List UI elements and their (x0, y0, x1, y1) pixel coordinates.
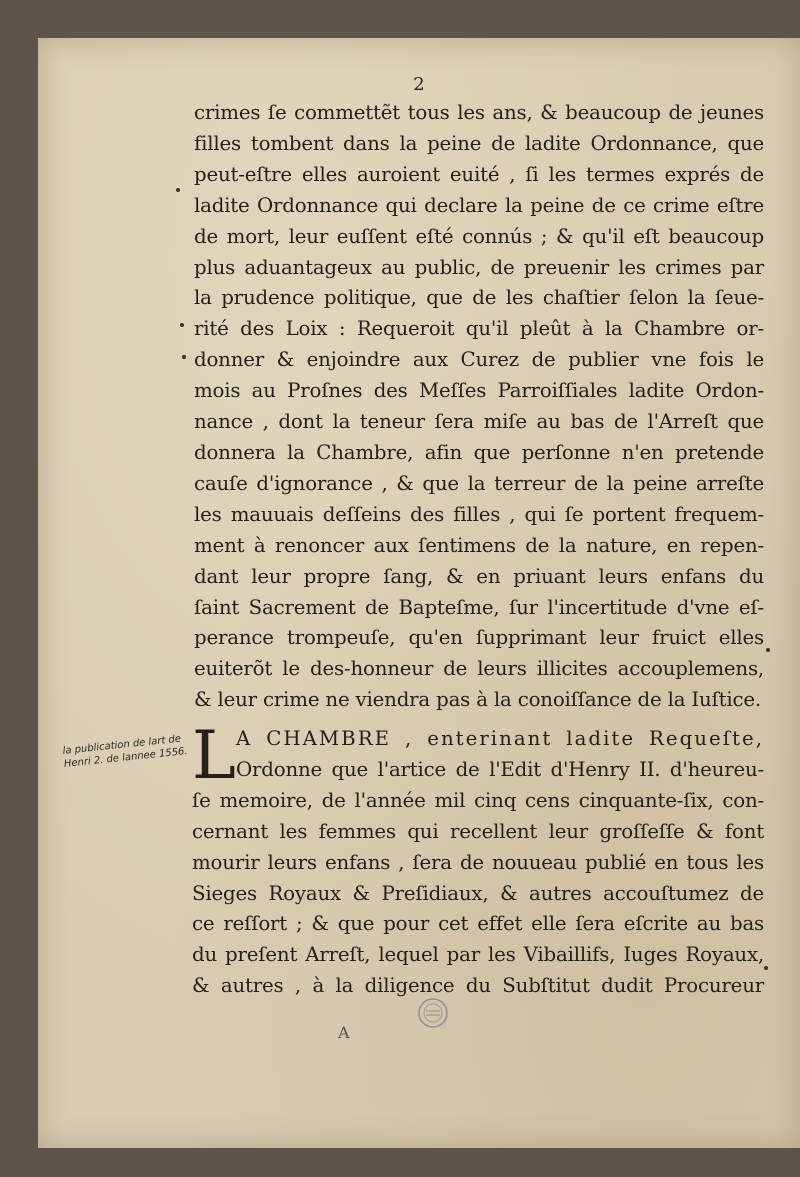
decree-line: & autres , à la diligence du Subſtitut dudit Procureur (192, 974, 764, 998)
decree-line: mourir leurs enfans , ſera de nouueau publié en tous les (192, 850, 764, 874)
text-line: peut-eſtre elles auroient euité , ſi les termes exprés de (194, 162, 764, 186)
text-line: rité des Loix : Requeroit qu'il pleût à la Chambre or- (194, 317, 764, 341)
decree-line: cernant les femmes qui recellent leur groſſeſſe & font (192, 819, 764, 843)
ink-mark (764, 966, 768, 970)
text-line: plus aduantageux au public, de preuenir les crimes par (194, 255, 764, 279)
text-line: ſaint Sacrement de Bapteſme, ſur l'incertitude d'vne eſ- (194, 595, 764, 619)
decree-paragraph (192, 717, 764, 1002)
text-line: la prudence politique, que de les chaſtier ſelon la ſeue- (194, 286, 764, 310)
text-line: mois au Proſnes des Meſſes Parroiſſiales ladite Ordon- (194, 379, 764, 403)
text-line: de mort, leur euſſent eſté connús ; & qu'il eſt beaucoup (194, 224, 764, 248)
text-line: euiterõt le des-honneur de leurs illicites accouplemens, (194, 657, 764, 681)
text-line: ment à renoncer aux ſentimens de la nature, en repen- (194, 533, 764, 557)
document-page (38, 38, 800, 1148)
decree-line: ce reſſort ; & que pour cet effet elle ſera eſcrite au bas (192, 912, 764, 936)
handwritten-margin-note: la publication de lart de Henri 2. de lannee 1556. (62, 733, 189, 770)
ink-mark (766, 648, 770, 652)
library-stamp-icon (416, 996, 450, 1030)
ink-mark (182, 355, 186, 359)
drop-cap: L (192, 717, 236, 794)
decree-line: ſe memoire, de l'année mil cinq cens cinquante-ſix, con- (192, 788, 764, 812)
body-text (194, 98, 764, 716)
text-line: dant leur propre ſang, & en priuant leurs enfans du (194, 564, 764, 588)
text-line: donnera la Chambre, afin que perſonne n'en pretende (194, 440, 764, 464)
text-line: filles tombent dans la peine de ladite Ordonnance, que (194, 131, 764, 155)
text-line: cauſe d'ignorance , & que la terreur de la peine arreſte (194, 471, 764, 495)
text-line: nance , dont la teneur ſera miſe au bas de l'Arreſt que (194, 410, 764, 434)
decree-line: du preſent Arreſt, lequel par les Vibaillifs, Iuges Royaux, (192, 943, 764, 967)
decree-line: A CHAMBRE , enterinant ladite Requeſte, (236, 727, 764, 750)
text-line: ladite Ordonnance qui declare la peine de ce crime eſtre (194, 193, 764, 217)
ink-mark (176, 188, 180, 192)
decree-line: Sieges Royaux & Preſidiaux, & autres accouſtumez de (192, 881, 764, 905)
ink-mark (180, 323, 184, 327)
text-line: perance trompeuſe, qu'en ſupprimant leur fruict elles (194, 626, 764, 650)
text-line: crimes ſe commettẽt tous les ans, & beaucoup de jeunes (194, 101, 764, 124)
page-number: 2 (413, 74, 425, 95)
text-line: donner & enjoindre aux Curez de publier vne fois le (194, 348, 764, 372)
catchword: A (338, 1023, 350, 1042)
text-line: les mauuais deſſeins des filles , qui ſe portent frequem- (194, 502, 764, 526)
decree-line: Ordonne que l'artice de l'Edit d'Henry II. d'heureu- (236, 757, 764, 781)
text-line: & leur crime ne viendra pas à la conoiſſance de la Iuſtice. (194, 688, 761, 712)
